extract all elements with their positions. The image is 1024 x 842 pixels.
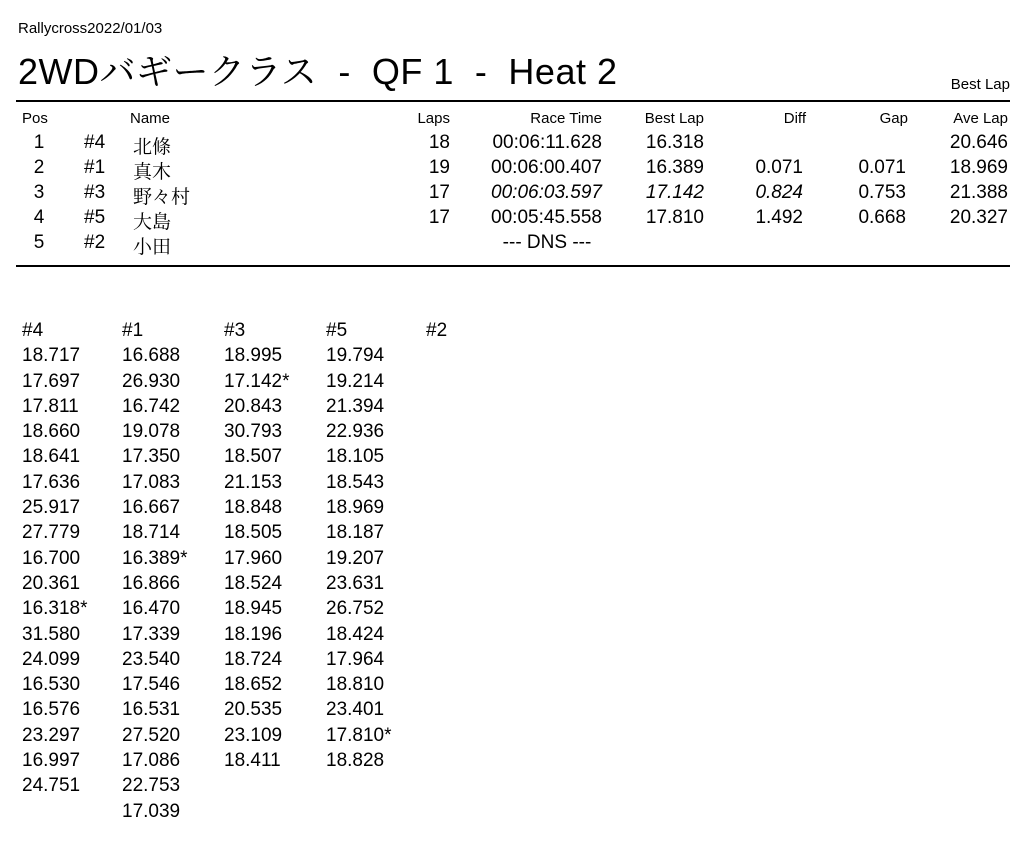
- lap-time: 17.546: [122, 674, 181, 696]
- col-pos: Pos: [22, 110, 48, 127]
- lap-time: 19.078: [122, 421, 181, 443]
- cell-best-lap: 17.142: [645, 182, 704, 203]
- cell-laps: 19: [428, 157, 450, 178]
- cell-diff: 0.824: [755, 182, 803, 203]
- report-subtitle: Rallycross2022/01/03: [18, 20, 163, 37]
- lap-time: 17.039: [122, 800, 181, 822]
- cell-name: 大島: [133, 212, 172, 233]
- table-row: [0, 182, 1024, 207]
- lap-time: 16.688: [122, 345, 181, 367]
- cell-gap: 0.753: [858, 182, 906, 203]
- lap-time: 16.531: [122, 699, 181, 721]
- cell-pos: 5: [33, 232, 45, 253]
- cell-diff: 1.492: [755, 207, 803, 228]
- col-diff: Diff: [783, 110, 806, 127]
- lap-time: 16.700: [22, 547, 81, 569]
- lap-column-car-5: [326, 318, 392, 773]
- lap-column-car-1: [122, 318, 188, 824]
- lap-column-header: #5: [326, 320, 348, 341]
- lap-time: 16.997: [22, 750, 81, 772]
- cell-race-time: 00:06:00.407: [491, 157, 602, 178]
- cell-ave-lap: 21.388: [949, 182, 1008, 203]
- cell-ave-lap: 18.969: [949, 157, 1008, 178]
- col-name: Name: [130, 110, 171, 127]
- col-laps: Laps: [417, 110, 450, 127]
- cell-car-number: #3: [84, 182, 106, 203]
- lap-time: 16.470: [122, 598, 181, 620]
- lap-time: 18.505: [224, 522, 283, 544]
- cell-pos: 1: [33, 132, 45, 153]
- lap-column-header: #1: [122, 320, 144, 341]
- lap-time: 18.424: [326, 623, 385, 645]
- best-lap-legend: Best Lap: [950, 76, 1010, 93]
- cell-laps: 18: [428, 132, 450, 153]
- lap-time: 27.520: [122, 724, 181, 746]
- lap-time: 18.714: [122, 522, 181, 544]
- lap-time: 17.810*: [326, 724, 392, 746]
- cell-name: 小田: [133, 237, 172, 258]
- lap-time: 20.843: [224, 395, 283, 417]
- lap-time: 23.297: [22, 724, 81, 746]
- lap-time: 22.753: [122, 775, 181, 797]
- lap-time: 17.960: [224, 547, 283, 569]
- cell-gap: 0.071: [858, 157, 906, 178]
- lap-time: 23.631: [326, 572, 385, 594]
- lap-time: 18.196: [224, 623, 283, 645]
- lap-column-car-3: [224, 318, 290, 773]
- cell-race-time: 00:06:11.628: [492, 132, 602, 153]
- lap-time: 18.660: [22, 421, 81, 443]
- cell-diff: 0.071: [755, 157, 803, 178]
- table-row: [0, 232, 1024, 257]
- lap-time: 22.936: [326, 421, 385, 443]
- lap-time: 17.964: [326, 648, 385, 670]
- lap-column-car-2: [426, 318, 447, 343]
- col-ave-lap: Ave Lap: [953, 110, 1008, 127]
- results-table: [0, 110, 1024, 257]
- cell-car-number: #5: [84, 207, 106, 228]
- lap-time: 26.752: [326, 598, 385, 620]
- lap-time: 18.969: [326, 497, 385, 519]
- lap-time: 21.153: [224, 471, 283, 493]
- cell-race-time: 00:06:03.597: [491, 182, 602, 203]
- lap-time: 23.540: [122, 648, 181, 670]
- cell-name: 真木: [133, 162, 172, 183]
- lap-time: 19.214: [326, 370, 385, 392]
- lap-time: 18.524: [224, 572, 283, 594]
- lap-column-car-4: [22, 318, 88, 799]
- cell-ave-lap: 20.646: [949, 132, 1008, 153]
- results-header-row: [0, 110, 1024, 132]
- lap-time: 16.389*: [122, 547, 188, 569]
- lap-time: 17.083: [122, 471, 181, 493]
- lap-time: 17.636: [22, 471, 81, 493]
- lap-time: 16.530: [22, 674, 81, 696]
- cell-car-number: #2: [84, 232, 106, 253]
- table-row: [0, 207, 1024, 232]
- lap-time: 18.717: [22, 345, 81, 367]
- lap-time: 17.086: [122, 750, 181, 772]
- lap-time: 17.339: [122, 623, 181, 645]
- lap-time: 18.105: [326, 446, 385, 468]
- col-gap: Gap: [879, 110, 908, 127]
- cell-name: 北條: [133, 137, 172, 158]
- lap-time: 17.142*: [224, 370, 290, 392]
- lap-column-header: #2: [426, 320, 448, 341]
- lap-time: 18.810: [326, 674, 385, 696]
- lap-time: 17.350: [122, 446, 181, 468]
- lap-time: 18.187: [326, 522, 385, 544]
- col-race-time: Race Time: [530, 110, 602, 127]
- lap-time: 20.361: [22, 572, 81, 594]
- cell-car-number: #4: [84, 132, 106, 153]
- lap-time: 18.945: [224, 598, 283, 620]
- lap-time: 23.401: [326, 699, 385, 721]
- lap-time: 16.667: [122, 497, 181, 519]
- top-divider: [16, 100, 1010, 102]
- lap-time: 16.866: [122, 572, 181, 594]
- lap-time: 19.207: [326, 547, 385, 569]
- lap-time: 17.697: [22, 370, 81, 392]
- lap-time: 18.507: [224, 446, 283, 468]
- lap-time: 21.394: [326, 395, 385, 417]
- cell-ave-lap: 20.327: [949, 207, 1008, 228]
- lap-time: 18.724: [224, 648, 283, 670]
- lap-time: 19.794: [326, 345, 385, 367]
- col-best-lap: Best Lap: [644, 110, 704, 127]
- cell-gap: 0.668: [858, 207, 906, 228]
- lap-time: 30.793: [224, 421, 283, 443]
- cell-best-lap: 16.389: [645, 157, 704, 178]
- lap-time: 24.751: [22, 775, 81, 797]
- lap-time: 26.930: [122, 370, 181, 392]
- dns-status: --- DNS ---: [502, 232, 592, 253]
- cell-race-time: 00:05:45.558: [491, 207, 602, 228]
- lap-time: 23.109: [224, 724, 283, 746]
- lap-column-header: #3: [224, 320, 246, 341]
- cell-laps: 17: [428, 207, 450, 228]
- cell-best-lap: 17.810: [645, 207, 704, 228]
- cell-pos: 3: [33, 182, 45, 203]
- lap-time: 25.917: [22, 497, 81, 519]
- lap-time: 16.576: [22, 699, 81, 721]
- lap-time: 16.742: [122, 395, 181, 417]
- lap-time: 18.848: [224, 497, 283, 519]
- lap-time: 18.411: [224, 750, 281, 772]
- lap-time: 27.779: [22, 522, 81, 544]
- cell-name: 野々村: [133, 187, 191, 208]
- cell-best-lap: 16.318: [645, 132, 704, 153]
- lap-time: 24.099: [22, 648, 81, 670]
- lap-time: 18.652: [224, 674, 283, 696]
- lap-time: 18.828: [326, 750, 385, 772]
- cell-car-number: #1: [84, 157, 106, 178]
- lap-time: 17.811: [22, 395, 79, 417]
- table-row: [0, 157, 1024, 182]
- lap-time: 16.318*: [22, 598, 88, 620]
- lap-time: 20.535: [224, 699, 283, 721]
- report-title: 2WDバギークラス - QF 1 - Heat 2: [18, 51, 618, 92]
- table-row: [0, 132, 1024, 157]
- cell-laps: 17: [428, 182, 450, 203]
- bottom-divider: [16, 265, 1010, 267]
- lap-time: 18.995: [224, 345, 283, 367]
- lap-time: 18.543: [326, 471, 385, 493]
- lap-column-header: #4: [22, 320, 44, 341]
- lap-time: 31.580: [22, 623, 81, 645]
- cell-pos: 4: [33, 207, 45, 228]
- lap-time: 18.641: [22, 446, 81, 468]
- cell-pos: 2: [33, 157, 45, 178]
